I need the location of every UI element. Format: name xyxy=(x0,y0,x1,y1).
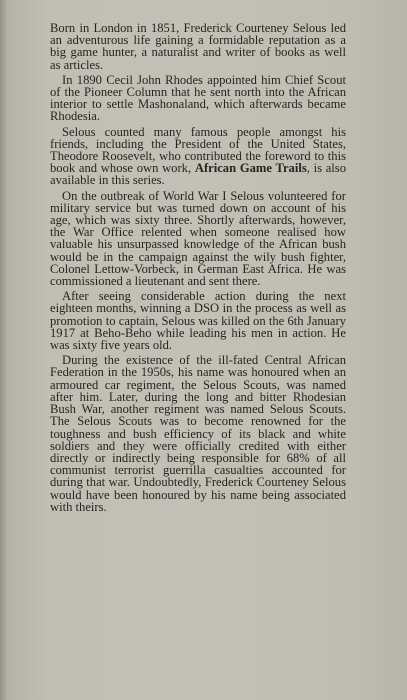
paragraph-world-war-one: On the outbreak of World War I Selous volunteered for military service but was turned down on account of his age, which was sixty three. Shortly afterwards, however, the War Office relented when someone realised how valuable his unsurpassed knowledge of the African bush would be in the campaign against the wily bush fighter, Colonel Lettow-Vorbeck, in German East Africa. He was commissioned a lieutenant and sent there. xyxy=(50,188,346,289)
spine-shadow xyxy=(0,0,8,700)
book-title-african-game-trails: African Game Trails xyxy=(194,161,307,176)
paragraph-friends-start: Selous counted many famous people amongst his friends, including the President of the United States, Theodore Roosevelt, who contributed the foreword to this book and whose own work, xyxy=(50,124,346,176)
paragraph-birth: Born in London in 1851, Frederick Courteney Selous led an adventurous life gaining a formidable reputation as a big game hunter, a naturalist and writer of books as well as articles. xyxy=(50,21,346,72)
paragraph-chief-scout: In 1890 Cecil John Rhodes appointed him Chief Scout of the Pioneer Column that he sent north into the African interior to settle Mashonaland, which afterwards became Rhodesia. xyxy=(50,72,346,124)
paragraph-death: After seeing considerable action during the next eighteen months, winning a DSO in the process as well as promotion to captain, Selous was killed on the 6th January 1917 at Beho-Beho while leading his men in action. He was sixty five years old. xyxy=(50,289,346,353)
paragraph-friends-end: , is also available in this series. xyxy=(50,161,346,188)
paragraph-selous-scouts: During the existence of the ill-fated Central African Federation in the 1950s, his name was honoured when an armoured car regiment, the Selous Scouts, was named after him. Later, during the long and bitter Rhodesian Bush War, another regiment was named Selous Scouts. The Selous Scouts was to become renowned for the toughness and bush efficiency of its black and white soldiers and they were officially credited with either directly or indirectly being responsible for 68% of all communist terrorist guerrilla casualties accounted for during that war. Undoubtedly, Frederick Courteney Selous would have been honoured by his name being associated with theirs. xyxy=(50,353,346,514)
blurb-text xyxy=(50,22,346,513)
paragraph-friends xyxy=(50,126,346,187)
